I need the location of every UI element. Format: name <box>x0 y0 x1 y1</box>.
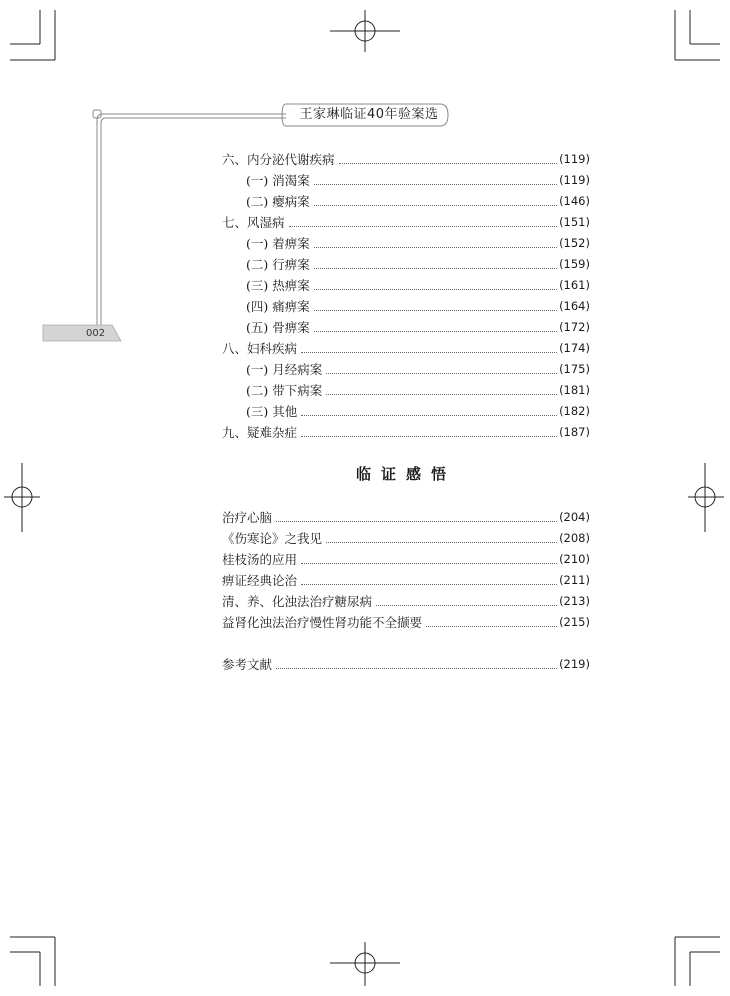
dot-leader <box>314 330 557 332</box>
toc-row <box>222 275 590 296</box>
running-header-title: 王家琳临证40年验案选 <box>299 107 439 122</box>
toc-row <box>222 549 590 570</box>
toc-entry-page: (219) <box>559 657 590 671</box>
toc-entry-label: (二) 瘿病案 <box>246 194 310 209</box>
toc-entry-page: (152) <box>559 236 590 250</box>
toc-entry-label: 九、疑难杂症 <box>222 425 298 440</box>
toc-entry-label: (五) 骨痹案 <box>246 320 310 335</box>
toc-entry-label: (二) 带下病案 <box>246 383 323 398</box>
toc-entry-page: (159) <box>559 257 590 271</box>
toc-entry-page: (175) <box>559 362 590 376</box>
toc-entry-page: (182) <box>559 404 590 418</box>
toc-row <box>222 359 590 380</box>
toc-row <box>222 380 590 401</box>
dot-leader <box>289 225 558 227</box>
dot-leader <box>326 541 557 543</box>
toc-list-insights <box>222 507 590 633</box>
toc-entry-page: (161) <box>559 278 590 292</box>
dot-leader <box>314 267 557 269</box>
toc-entry-page: (208) <box>559 531 590 545</box>
toc-entry-page: (181) <box>559 383 590 397</box>
dot-leader <box>326 393 557 395</box>
dot-leader <box>326 372 557 374</box>
toc-entry-page: (174) <box>559 341 590 355</box>
toc-entry-label: 七、风湿病 <box>222 215 285 230</box>
toc-entry-label: 桂枝汤的应用 <box>222 552 298 567</box>
toc-row <box>222 612 590 633</box>
dot-leader <box>339 162 558 164</box>
toc-row <box>222 149 590 170</box>
toc-entry-page: (172) <box>559 320 590 334</box>
toc-entry-label: (一) 着痹案 <box>246 236 310 251</box>
toc-entry-page: (213) <box>559 594 590 608</box>
toc-row <box>222 507 590 528</box>
toc-entry-label: (三) 其他 <box>246 404 298 419</box>
dot-leader <box>314 309 557 311</box>
dot-leader <box>301 351 557 353</box>
toc-entry-page: (187) <box>559 425 590 439</box>
toc-row <box>222 422 590 443</box>
section-heading: 临证感悟 <box>355 465 456 483</box>
toc-entry-label: 痹证经典论治 <box>222 573 298 588</box>
toc-row <box>222 296 590 317</box>
toc-row <box>222 254 590 275</box>
toc-row <box>222 401 590 422</box>
toc-row <box>222 170 590 191</box>
toc-references <box>222 654 590 675</box>
toc-row <box>222 591 590 612</box>
toc-entry-page: (215) <box>559 615 590 629</box>
toc-entry-page: (164) <box>559 299 590 313</box>
dot-leader <box>376 604 557 606</box>
toc-entry-label: 《伤寒论》之我见 <box>222 531 323 546</box>
toc-entry-label: (三) 热痹案 <box>246 278 310 293</box>
toc-entry-page: (146) <box>559 194 590 208</box>
dot-leader <box>301 562 557 564</box>
toc-entry-label: (二) 行痹案 <box>246 257 310 272</box>
dot-leader <box>276 667 557 669</box>
dot-leader <box>314 183 557 185</box>
toc-entry-page: (210) <box>559 552 590 566</box>
toc-row <box>222 191 590 212</box>
dot-leader <box>314 246 557 248</box>
toc-row <box>222 654 590 675</box>
toc-list-diseases <box>222 149 590 443</box>
toc-entry-page: (119) <box>559 173 590 187</box>
toc-entry-label: 六、内分泌代谢疾病 <box>222 152 335 167</box>
toc-entry-label: (一) 消渴案 <box>246 173 310 188</box>
toc-entry-label: 清、养、化浊法治疗糖尿病 <box>222 594 373 609</box>
dot-leader <box>276 520 557 522</box>
toc-entry-page: (151) <box>559 215 590 229</box>
page-number: 002 <box>86 328 106 339</box>
dot-leader <box>301 435 557 437</box>
toc-entry-label: 益肾化浊法治疗慢性肾功能不全撷要 <box>222 615 423 630</box>
dot-leader <box>301 414 557 416</box>
toc-entry-page: (119) <box>559 152 590 166</box>
toc-row <box>222 233 590 254</box>
toc-row <box>222 570 590 591</box>
toc-entry-label: (一) 月经病案 <box>246 362 323 377</box>
dot-leader <box>301 583 557 585</box>
toc-row <box>222 212 590 233</box>
toc-entry-label: 参考文献 <box>222 657 273 672</box>
dot-leader <box>426 625 557 627</box>
dot-leader <box>314 288 557 290</box>
toc-entry-label: 治疗心脑 <box>222 510 273 525</box>
toc-row <box>222 528 590 549</box>
toc-row <box>222 338 590 359</box>
toc-entry-label: 八、妇科疾病 <box>222 341 298 356</box>
toc-entry-label: (四) 痛痹案 <box>246 299 310 314</box>
toc-entry-page: (204) <box>559 510 590 524</box>
toc-entry-page: (211) <box>559 573 590 587</box>
toc-row <box>222 317 590 338</box>
dot-leader <box>314 204 557 206</box>
